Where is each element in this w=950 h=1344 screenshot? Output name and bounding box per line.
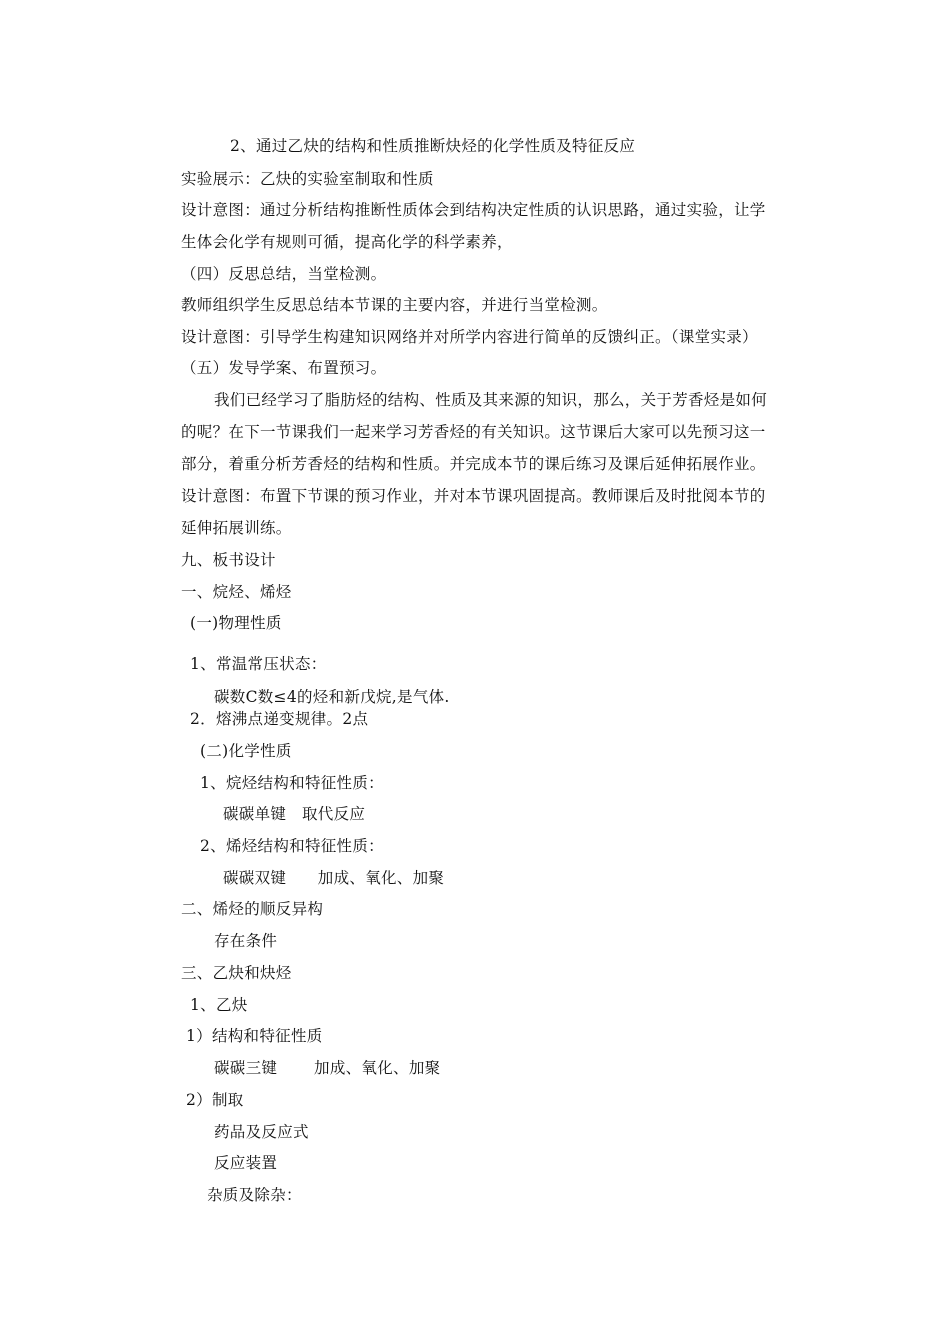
outline-item: 杂质及除杂： [207, 1186, 302, 1204]
outline-item: 1）结构和特征性质 [186, 1027, 323, 1045]
outline-item: 药品及反应式 [214, 1123, 309, 1141]
outline-item: 反应装置 [214, 1154, 278, 1172]
text-line: 设计意图：引导学生构建知识网络并对所学内容进行简单的反馈纠正。（课堂实录） [181, 328, 758, 346]
outline-item: (一)物理性质 [190, 614, 282, 632]
text-line: 的呢？在下一节课我们一起来学习芳香烃的有关知识。这节课后大家可以先预习这一 [181, 423, 766, 441]
outline-item: 2．熔沸点递变规律。2点 [190, 710, 369, 728]
text-line: 2、通过乙炔的结构和性质推断炔烃的化学性质及特征反应 [230, 137, 636, 155]
outline-item: 碳碳单键 取代反应 [223, 805, 366, 823]
text-line: 教师组织学生反思总结本节课的主要内容，并进行当堂检测。 [181, 296, 608, 314]
outline-item: 二、烯烃的顺反异构 [181, 900, 324, 918]
outline-item: 1、常温常压状态： [190, 655, 327, 673]
outline-item: 一、烷烃、烯烃 [181, 583, 292, 601]
text-line: 部分，着重分析芳香烃的结构和性质。并完成本节的课后练习及课后延伸拓展作业。 [181, 455, 766, 473]
outline-item: (二)化学性质 [200, 742, 292, 760]
outline-item: 1、烷烃结构和特征性质： [200, 774, 384, 792]
text-line: 设计意图：通过分析结构推断性质体会到结构决定性质的认识思路，通过实验，让学 [181, 201, 766, 219]
text-line: 我们已经学习了脂肪烃的结构、性质及其来源的知识，那么，关于芳香烃是如何 [214, 391, 768, 409]
section-heading: 九、板书设计 [181, 551, 276, 569]
outline-item: 碳碳三键 加成、氧化、加聚 [214, 1059, 441, 1077]
section-heading: （四）反思总结，当堂检测。 [181, 265, 387, 283]
text-line: 延伸拓展训练。 [181, 519, 292, 537]
outline-item: 碳数C数≤4的烃和新戊烷,是气体. [214, 688, 450, 706]
outline-item: 碳碳双键 加成、氧化、加聚 [223, 869, 445, 887]
text-line: 设计意图：布置下节课的预习作业，并对本节课巩固提高。教师课后及时批阅本节的 [181, 487, 766, 505]
outline-item: 存在条件 [214, 932, 278, 950]
outline-item: 1、乙炔 [190, 996, 248, 1014]
outline-item: 2、烯烃结构和特征性质： [200, 837, 384, 855]
outline-item: 2）制取 [186, 1091, 244, 1109]
text-line: 实验展示：乙炔的实验室制取和性质 [181, 170, 434, 188]
text-line: 生体会化学有规则可循，提高化学的科学素养， [181, 233, 513, 251]
section-heading: （五）发导学案、布置预习。 [181, 359, 387, 377]
outline-item: 三、乙炔和炔烃 [181, 964, 292, 982]
